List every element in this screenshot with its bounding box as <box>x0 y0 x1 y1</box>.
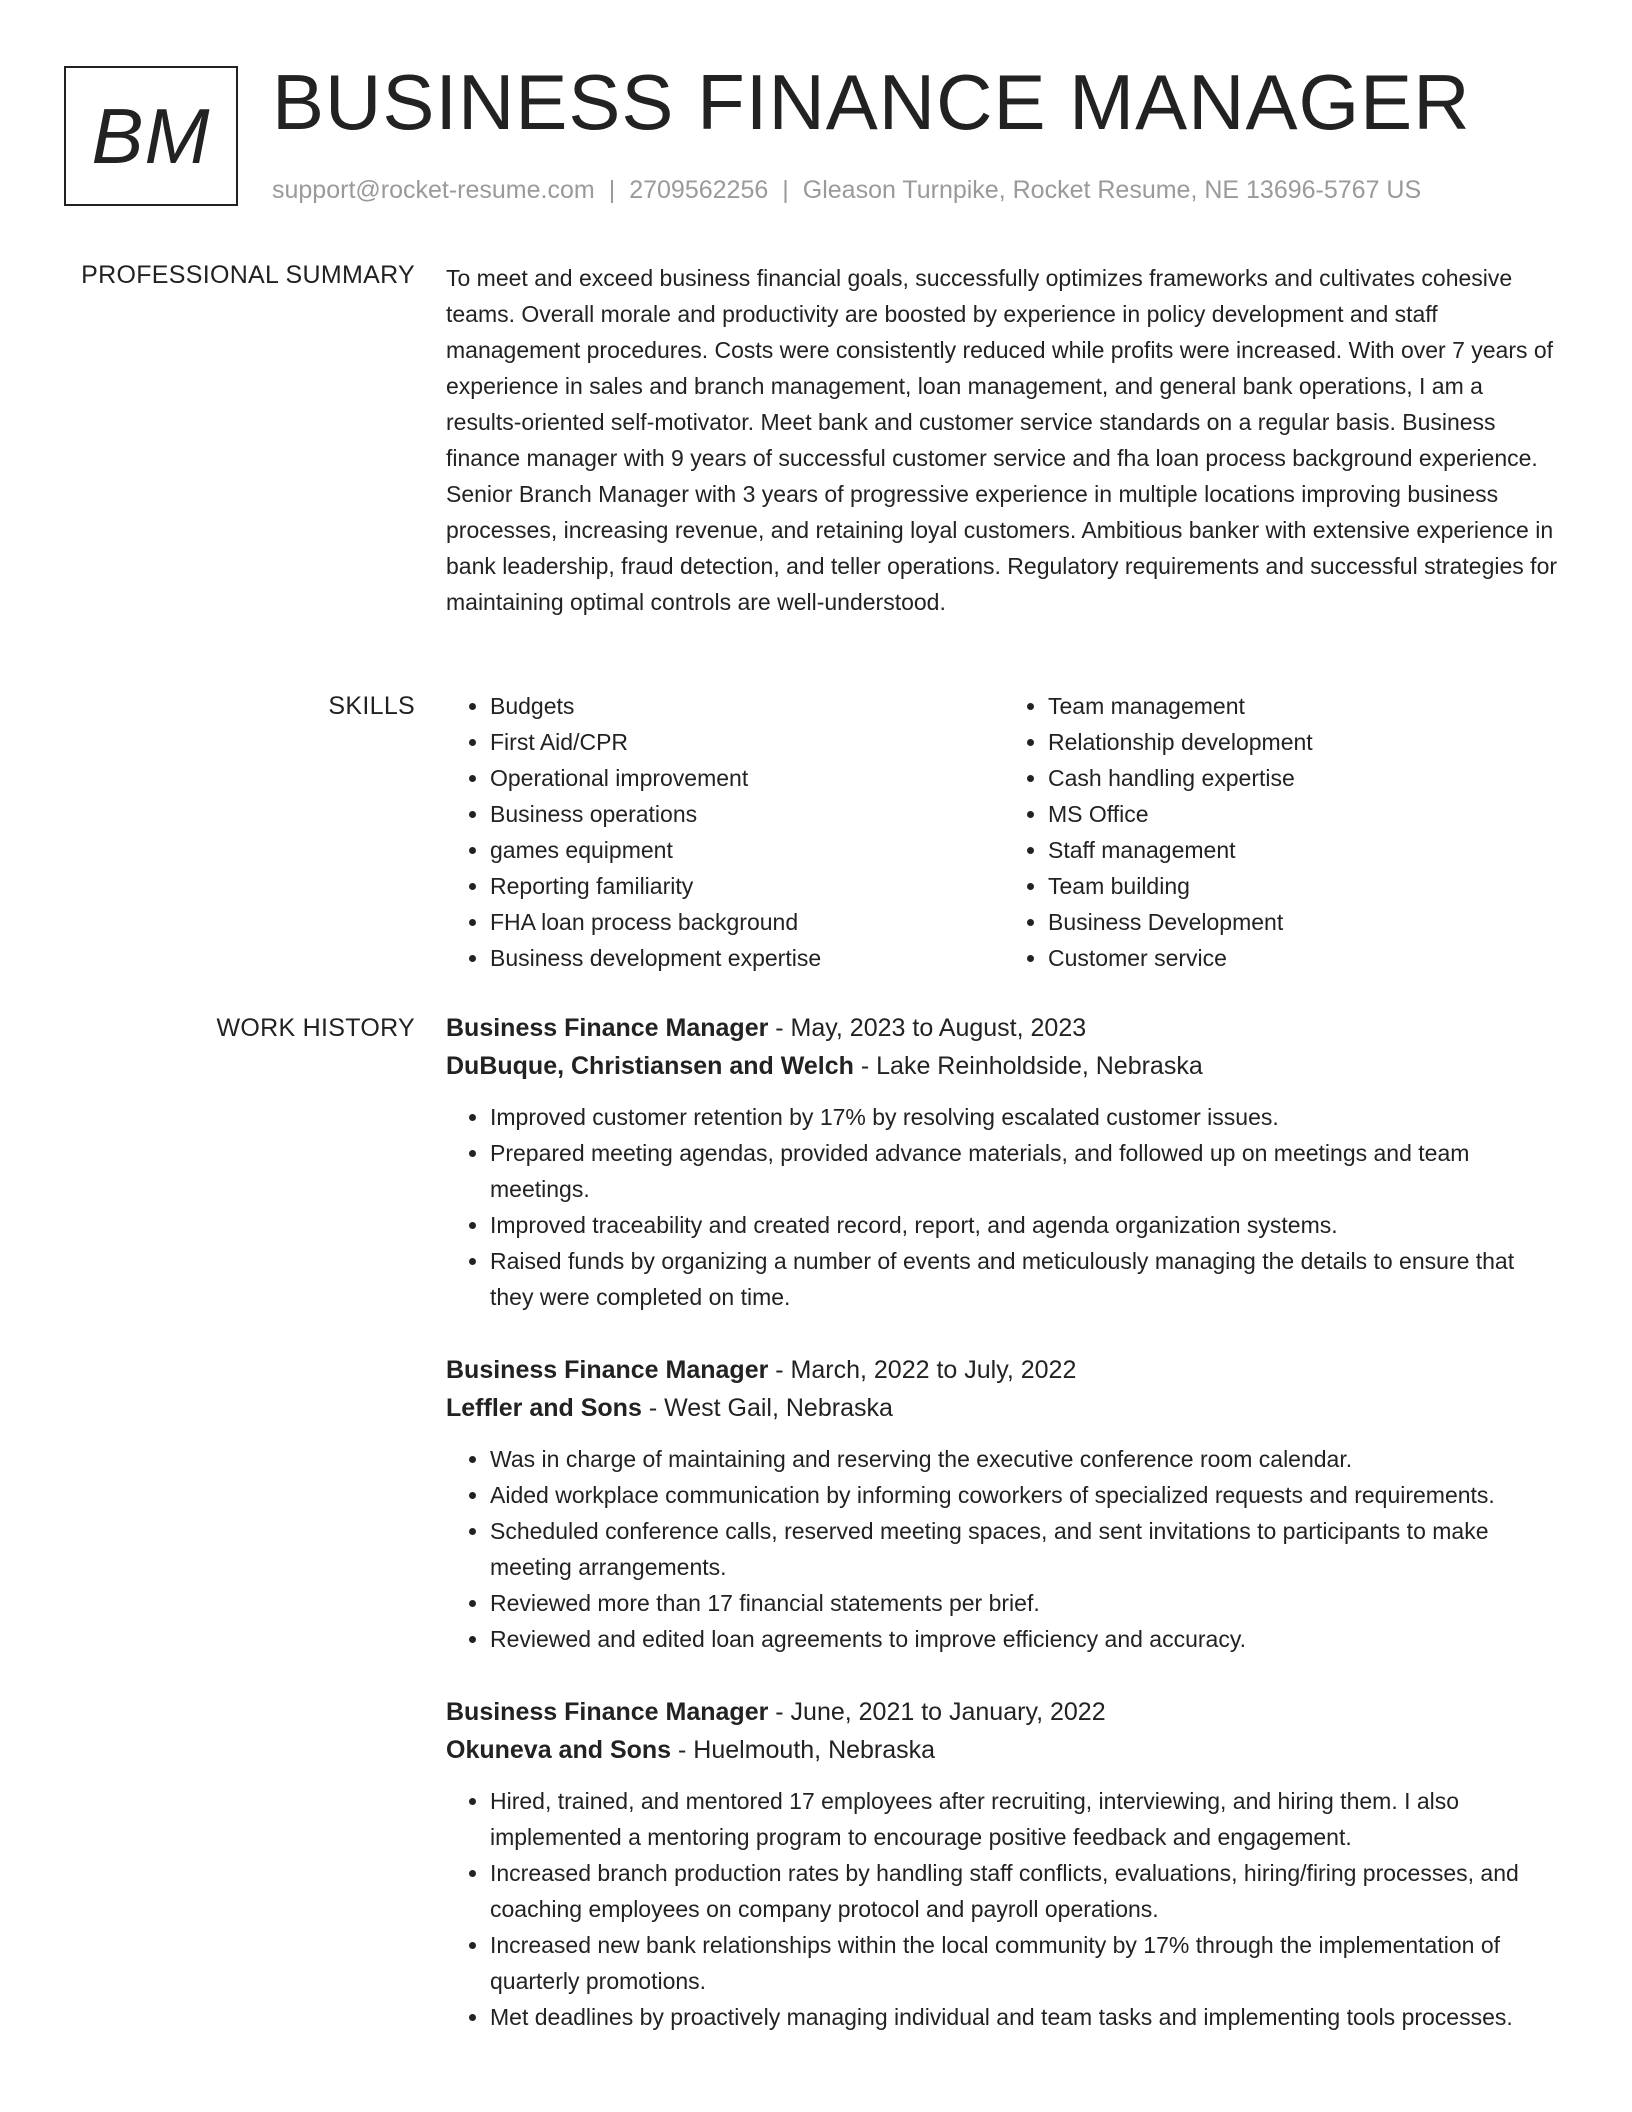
skill-item: • Team building <box>1048 868 1562 904</box>
skills-heading: SKILLS <box>328 692 415 720</box>
job-title-line <box>446 1351 1562 1389</box>
job-bullets <box>446 1441 1562 1657</box>
skill-item: • Budgets <box>490 688 1004 724</box>
job-role: Business Finance Manager <box>446 1356 769 1384</box>
job-bullet: • Raised funds by organizing a number of events and meticulously managing the details to ensure that they were completed on time. <box>490 1243 1562 1315</box>
job-bullet: • Was in charge of maintaining and reserving the executive conference room calendar. <box>490 1441 1562 1477</box>
skill-item: • Business development expertise <box>490 940 1004 976</box>
skill-item: • Operational improvement <box>490 760 1004 796</box>
resume-title: BUSINESS FINANCE MANAGER <box>272 58 1471 146</box>
skill-item: • First Aid/CPR <box>490 724 1004 760</box>
job-title-line <box>446 1693 1562 1731</box>
summary-text: To meet and exceed business financial goals, successfully optimizes frameworks and cultivates cohesive teams. Overall morale and productivity are boosted by experience in policy development and staff management procedures. Costs were consistently reduced while profits were increased. With over 7 years of experience in sales and branch management, loan management, and general bank operations, I am a results-oriented self-motivator. Meet bank and customer service standards on a regular basis. Business finance manager with 9 years of successful customer service and fha loan process background experience. Senior Branch Manager with 3 years of progressive experience in multiple locations improving business processes, increasing revenue, and retaining loyal customers. Ambitious banker with extensive experience in bank leadership, fraud detection, and teller operations. Regulatory requirements and successful strategies for maintaining optimal controls are well-understood. <box>446 265 1558 615</box>
job-dates: - May, 2023 to August, 2023 <box>768 1014 1087 1042</box>
job-bullet: • Reviewed more than 17 financial statements per brief. <box>490 1585 1562 1621</box>
job-company: Okuneva and Sons <box>446 1736 672 1764</box>
job-entry <box>446 1351 1562 1657</box>
contact-separator: | <box>782 176 789 204</box>
job-bullets <box>446 1783 1562 2035</box>
work-history-heading: WORK HISTORY <box>216 1014 415 1042</box>
job-bullet: • Met deadlines by proactively managing individual and team tasks and implementing tools processes. <box>490 1999 1562 2035</box>
job-bullet: • Hired, trained, and mentored 17 employees after recruiting, interviewing, and hiring them. I also implemented a mentoring program to encourage positive feedback and engagement. <box>490 1783 1562 1855</box>
job-bullet: • Improved customer retention by 17% by resolving escalated customer issues. <box>490 1099 1562 1135</box>
jobs-list <box>446 1009 1562 2035</box>
job-company-line <box>446 1047 1562 1085</box>
job-bullets <box>446 1099 1562 1315</box>
job-company: DuBuque, Christiansen and Welch <box>446 1052 854 1080</box>
job-dates: - March, 2022 to July, 2022 <box>768 1356 1077 1384</box>
skills-list-right <box>1004 688 1562 976</box>
contact-phone: 2709562256 <box>629 176 769 204</box>
skills-list-left <box>446 688 1004 976</box>
job-bullet: • Aided workplace communication by informing coworkers of specialized requests and requirements. <box>490 1477 1562 1513</box>
monogram-logo: BM <box>64 66 238 206</box>
job-company: Leffler and Sons <box>446 1394 642 1422</box>
skill-item: • Team management <box>1048 688 1562 724</box>
job-company-line <box>446 1389 1562 1427</box>
job-role: Business Finance Manager <box>446 1014 769 1042</box>
summary-heading: PROFESSIONAL SUMMARY <box>81 261 415 289</box>
job-bullet: • Scheduled conference calls, reserved meeting spaces, and sent invitations to participants to make meeting arrangements. <box>490 1513 1562 1585</box>
job-bullet: • Increased new bank relationships within the local community by 17% through the implementation of quarterly promotions. <box>490 1927 1562 1999</box>
job-bullet: • Reviewed and edited loan agreements to improve efficiency and accuracy. <box>490 1621 1562 1657</box>
skill-item: • Business Development <box>1048 904 1562 940</box>
skill-item: • games equipment <box>490 832 1004 868</box>
contact-email: support@rocket-resume.com <box>272 176 595 204</box>
job-role: Business Finance Manager <box>446 1698 769 1726</box>
job-entry <box>446 1009 1562 1315</box>
job-dates: - June, 2021 to January, 2022 <box>768 1698 1106 1726</box>
job-bullet: • Improved traceability and created record, report, and agenda organization systems. <box>490 1207 1562 1243</box>
skill-item: • Cash handling expertise <box>1048 760 1562 796</box>
job-location: - Lake Reinholdside, Nebraska <box>853 1052 1203 1080</box>
contact-line <box>272 174 1421 206</box>
job-title-line <box>446 1009 1562 1047</box>
skill-item: • Staff management <box>1048 832 1562 868</box>
job-bullet: • Increased branch production rates by handling staff conflicts, evaluations, hiring/firing processes, and coaching employees on company protocol and payroll operations. <box>490 1855 1562 1927</box>
skill-item: • Relationship development <box>1048 724 1562 760</box>
skill-item: • FHA loan process background <box>490 904 1004 940</box>
job-company-line <box>446 1731 1562 1769</box>
job-bullet: • Prepared meeting agendas, provided advance materials, and followed up on meetings and team meetings. <box>490 1135 1562 1207</box>
contact-separator: | <box>608 176 616 204</box>
job-location: - West Gail, Nebraska <box>641 1394 893 1422</box>
skill-item: • MS Office <box>1048 796 1562 832</box>
job-entry <box>446 1693 1562 2035</box>
skills-columns <box>446 688 1562 976</box>
skill-item: • Business operations <box>490 796 1004 832</box>
job-location: - Huelmouth, Nebraska <box>671 1736 936 1764</box>
skill-item: • Reporting familiarity <box>490 868 1004 904</box>
contact-address: Gleason Turnpike, Rocket Resume, NE 13696-5767 US <box>802 176 1422 204</box>
skill-item: • Customer service <box>1048 940 1562 976</box>
